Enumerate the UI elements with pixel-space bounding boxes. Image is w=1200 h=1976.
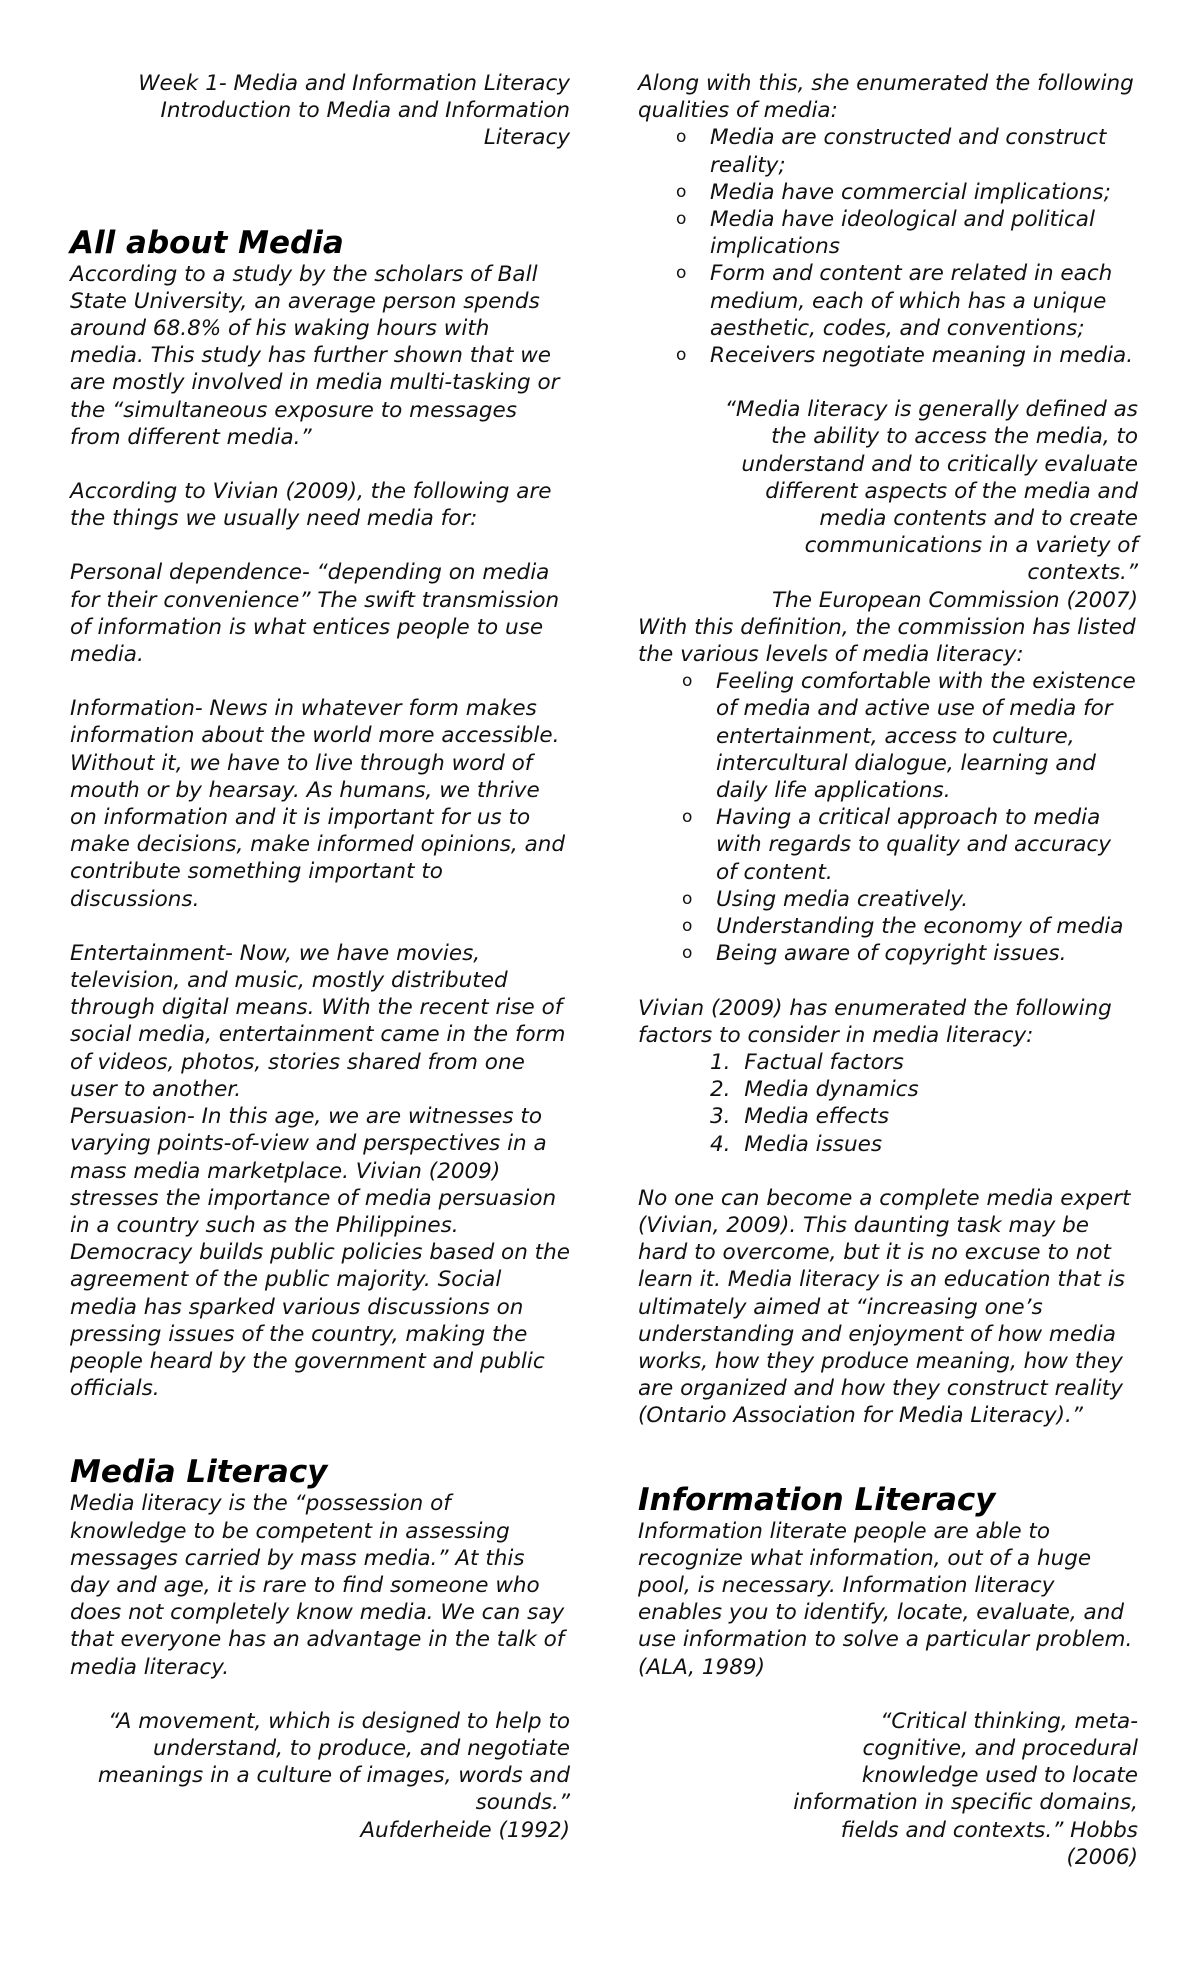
document-header <box>70 70 570 152</box>
section-title-all-about-media: All about Media <box>70 224 344 261</box>
bullet-icon: o <box>682 943 693 964</box>
list-item: o Media have commercial implications; <box>676 179 1111 205</box>
aufderheide-attribution: Aufderheide (1992) <box>360 1817 570 1843</box>
levels-list <box>638 668 1138 967</box>
european-commission-quote: “Media literacy is generally defined as the ability to access the media, to understand and to critically evaluate different aspects of the media and media contents and to create communications in a variety of contexts.” <box>724 397 1138 586</box>
bullet-icon: o <box>682 807 693 828</box>
need-term: Personal dependence <box>70 560 302 586</box>
need-term: Information <box>70 696 195 722</box>
list-item: o Using media creatively. <box>682 886 969 912</box>
list-item: o Having a critical approach to media with regards to quality and accuracy of content. <box>682 805 1111 885</box>
bullet-icon: o <box>676 181 687 202</box>
hobbs-quote: “Critical thinking, meta-cognitive, and procedural knowledge used to locate information in specific domains, fields and contexts.” Hobbs (2006) <box>793 1708 1138 1870</box>
factors-list <box>638 1049 1138 1158</box>
need-information <box>70 695 570 913</box>
list-item: 2. Media dynamics <box>710 1077 919 1103</box>
bullet-icon: o <box>682 916 693 937</box>
list-item: 3. Media effects <box>710 1104 890 1130</box>
media-literacy-intro: Media literacy is the “possession of knowledge to be competent in assessing messages carried by mass media.” At this day and age, it is rare to find someone who does not completely know media. We can say that everyone has an advantage in the talk of media literacy. <box>70 1491 565 1680</box>
list-item: 1. Factual factors <box>710 1049 904 1075</box>
bullet-icon: o <box>676 209 687 230</box>
list-item: o Understanding the economy of media <box>682 914 1124 940</box>
levels-intro: With this definition, the commission has listed the various levels of media literacy: <box>638 614 1136 668</box>
bullet-icon: o <box>682 888 693 909</box>
list-item: o Media are constructed and construct reality; <box>676 125 1107 178</box>
qualities-list <box>638 124 1138 369</box>
section-title-media-literacy: Media Literacy <box>70 1454 328 1491</box>
need-entertainment <box>70 940 570 1103</box>
list-item: 4. Media issues <box>710 1131 883 1157</box>
bullet-icon: o <box>682 671 693 692</box>
bullet-icon: o <box>676 127 687 148</box>
all-about-media-intro: According to a study by the scholars of Ball State University, an average person spends around 68.8% of his waking hours with media. This study has further shown that we are mostly involved in media multi-tasking or the “simultaneous exposure to messages from different media.” <box>70 261 560 450</box>
factors-intro: Vivian (2009) has enumerated the following factors to consider in media literacy: <box>638 995 1112 1048</box>
media-literacy-closing: No one can become a complete media expert (Vivian, 2009). This daunting task may be hard to overcome, but it is no excuse to not learn it. Media literacy is an education that is ultimately aimed at “increasing one’s understanding and enjoyment of how media works, how they produce meaning, how they are organized and how they construct reality (Ontario Association for Media Literacy).” <box>638 1185 1131 1429</box>
european-commission-attribution: The European Commission (2007) <box>771 587 1138 613</box>
section-title-information-literacy: Information Literacy <box>638 1481 996 1518</box>
qualities-intro: Along with this, she enumerated the following qualities of media: <box>638 71 1134 124</box>
bullet-icon: o <box>676 263 687 284</box>
need-personal-dependence <box>70 559 570 668</box>
aufderheide-quote: “A movement, which is designed to help to understand, to produce, and negotiate meanings in a culture of images, words and sounds.” <box>97 1708 570 1816</box>
header-line-1: Week 1- Media and Information Literacy <box>138 71 570 96</box>
list-item: o Feeling comfortable with the existence of media and active use of media for entertainment, access to culture, intercultural dialogue, learning and daily life applications. <box>682 669 1136 804</box>
list-item: o Media have ideological and political implications <box>676 207 1095 260</box>
right-column <box>638 70 1138 1871</box>
need-term: Persuasion <box>70 1104 187 1130</box>
need-term: Entertainment <box>70 940 226 966</box>
need-text: - In this age, we are witnesses to varying points-of-view and perspectives in a mass media marketplace. Vivian (2009) stresses the importance of media persuasion in a country such as the Philippines. Democracy builds public policies based on the agreement of the public majority. Social media has sparked various discussions on pressing issues of the country, making the people heard by the government and public officials. <box>70 1104 570 1402</box>
list-item: o Being aware of copyright issues. <box>682 941 1067 967</box>
need-persuasion <box>70 1103 570 1402</box>
bullet-icon: o <box>676 345 687 366</box>
need-text: - Now, we have movies, television, and music, mostly distributed through digital means. With the recent rise of social media, entertainment came in the form of videos, photos, stories shared from one user to another. <box>70 940 566 1102</box>
list-item: o Form and content are related in each medium, each of which has a unique aesthetic, codes, and conventions; <box>676 261 1113 341</box>
header-line-3: Literacy <box>483 125 570 151</box>
need-text: - News in whatever form makes information about the world more accessible. Without it, we have to live through word of mouth or by hearsay. As humans, we thrive on information and it is important for us to make decisions, make informed opinions, and contribute something important to discussions. <box>70 696 566 912</box>
left-column <box>70 70 570 1844</box>
list-item: o Receivers negotiate meaning in media. <box>676 343 1134 369</box>
header-line-2: Introduction to Media and Information <box>160 98 570 124</box>
need-text: - “depending on media for their convenience” The swift transmission of information is what entices people to use media. <box>70 560 560 668</box>
vivian-needs-intro: According to Vivian (2009), the following are the things we usually need media for: <box>70 479 552 532</box>
information-literacy-intro: Information literate people are able to recognize what information, out of a huge pool, is necessary. Information literacy enables you to identify, locate, evaluate, and use information to solve a particular problem. (ALA, 1989) <box>638 1518 1133 1680</box>
